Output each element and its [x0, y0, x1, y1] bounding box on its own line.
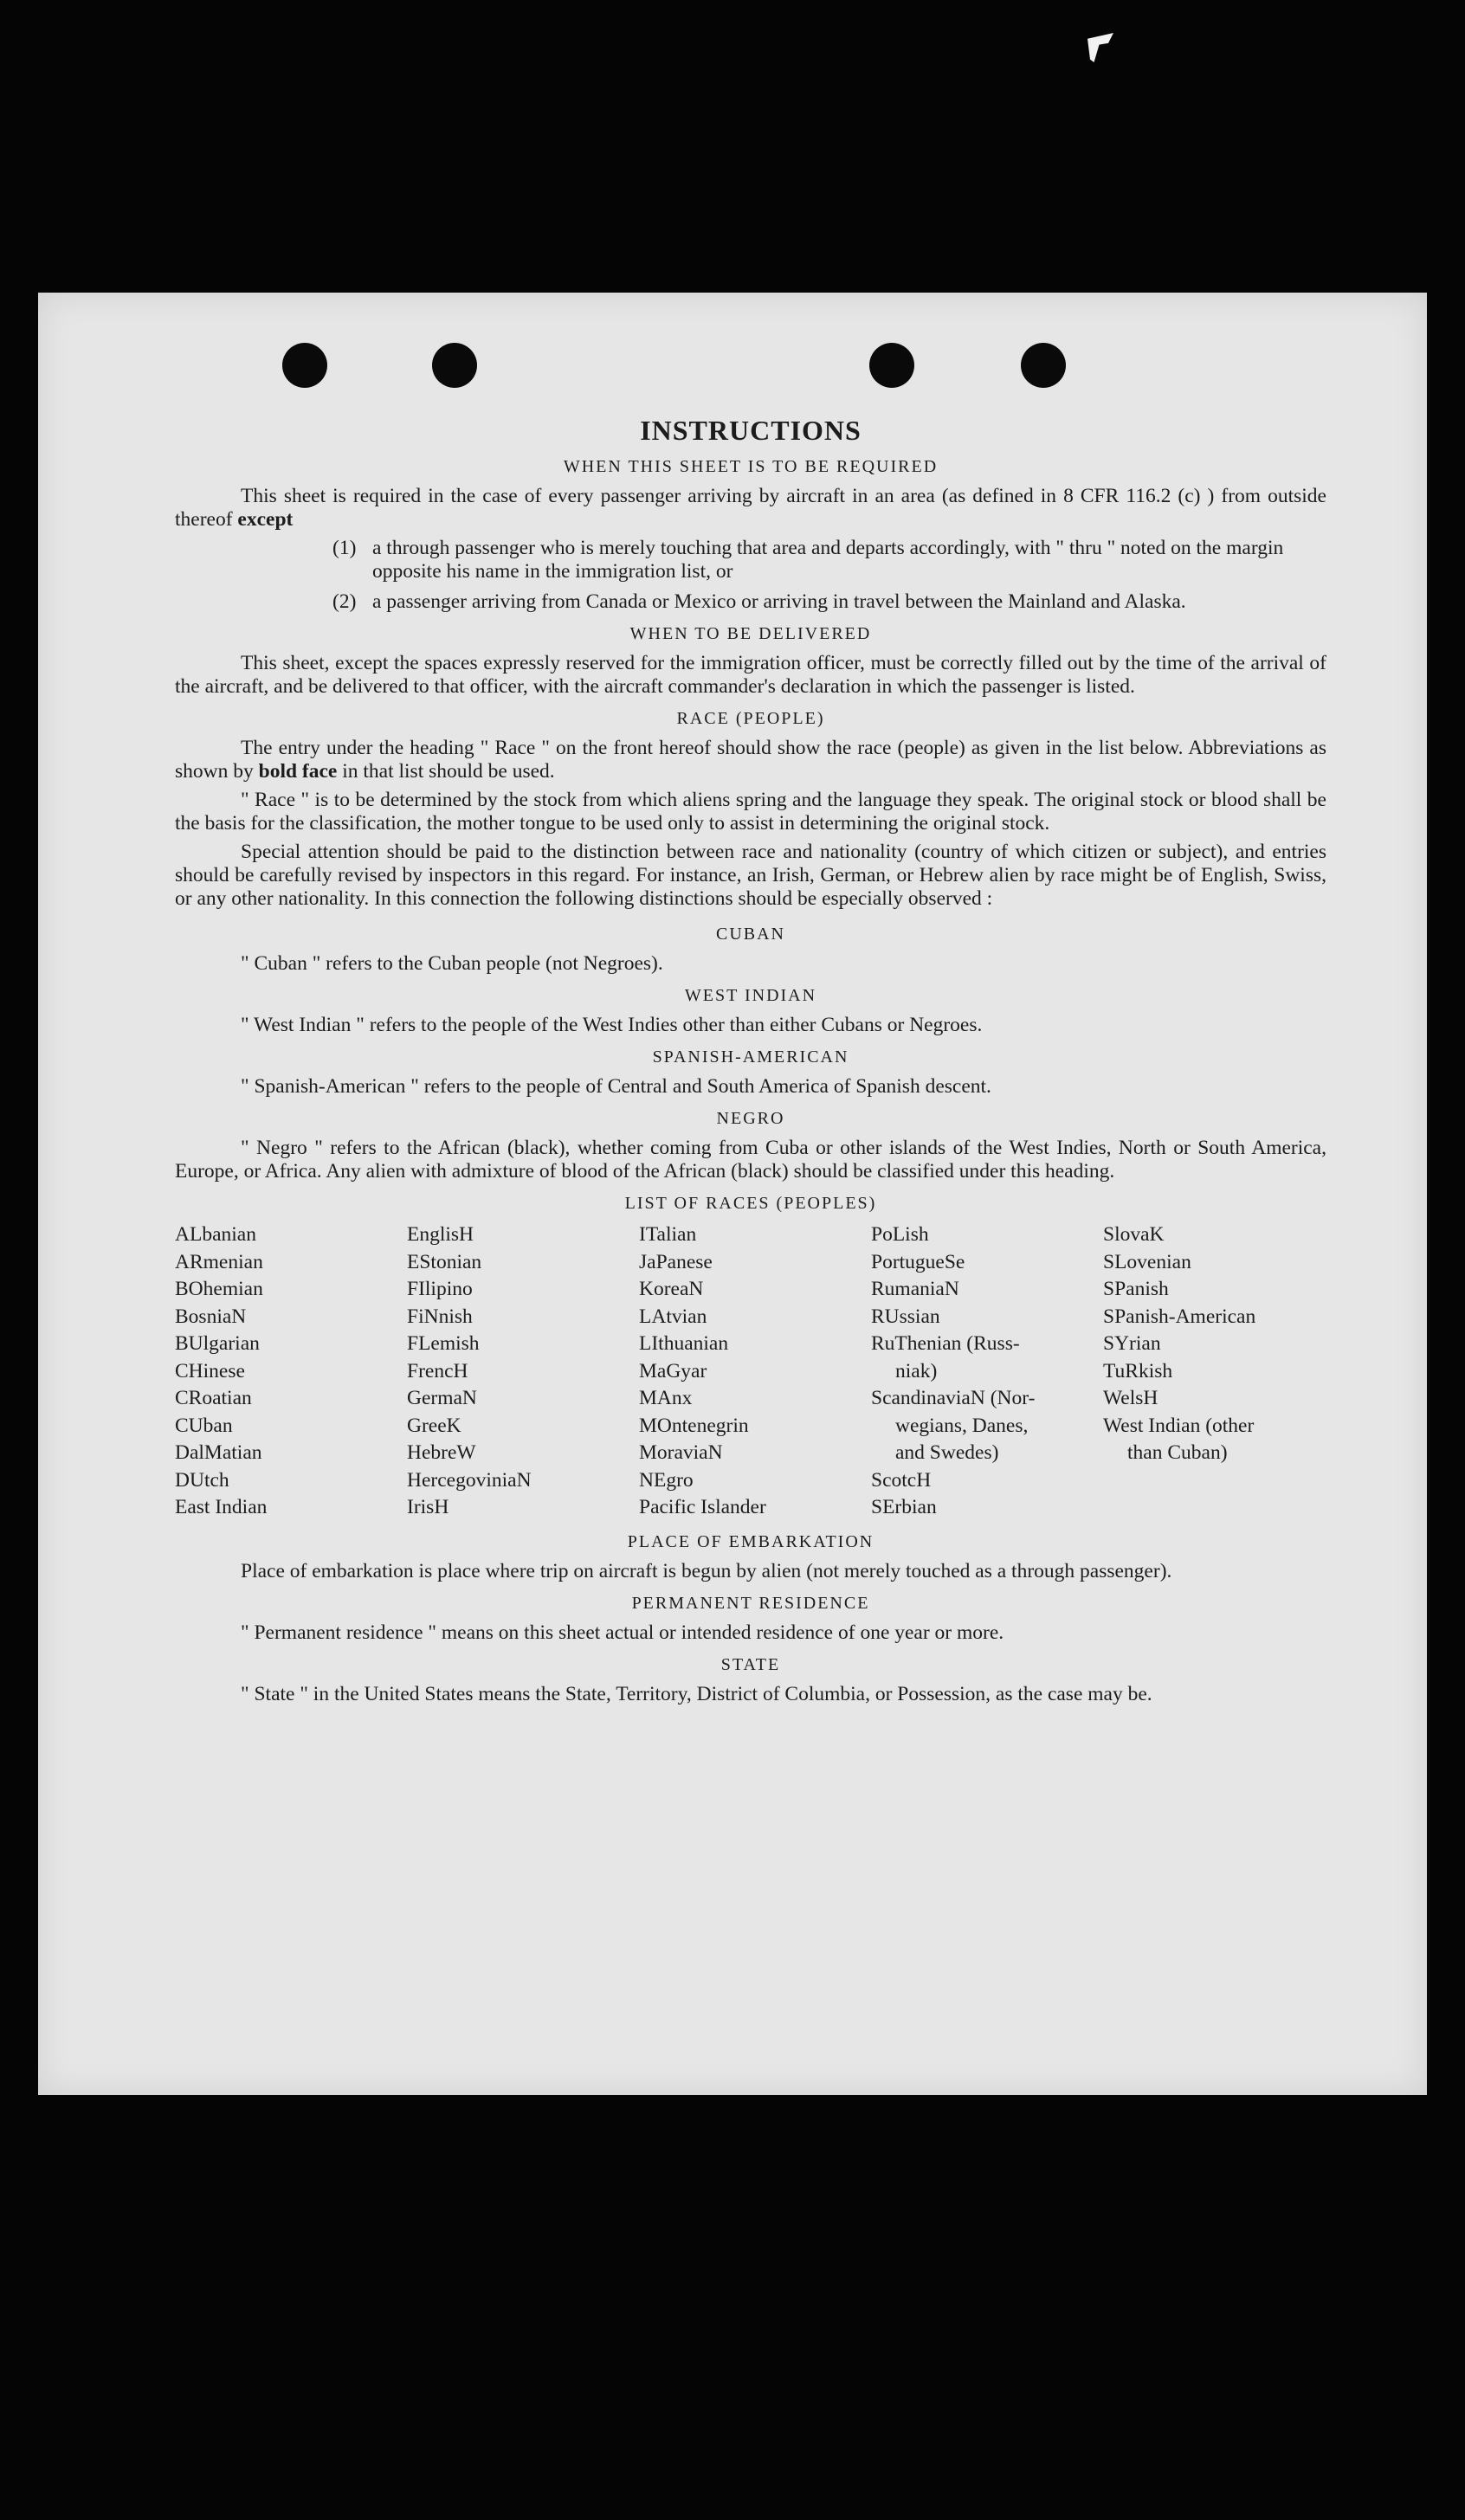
race-entry: LAtvian — [639, 1305, 707, 1328]
race-entry: JaPanese — [639, 1250, 713, 1273]
race-entry: ScandinaviaN (Nor- — [871, 1387, 1036, 1409]
race-entry: wegians, Danes, — [895, 1414, 1029, 1437]
section-heading-race: RACE (PEOPLE) — [676, 709, 825, 728]
paragraph-when-required — [175, 485, 1326, 532]
race-entry: FiNnish — [407, 1305, 473, 1328]
paragraph-state: " State " in the United States means the State, Territory, District of Columbia, or Possession, as the case may be. — [241, 1682, 1152, 1705]
race-entry: and Swedes) — [895, 1441, 999, 1464]
races-column — [175, 1221, 407, 1522]
race-entry: Pacific Islander — [639, 1496, 766, 1518]
race-entry: IrisH — [407, 1496, 449, 1518]
race-text: in that list should be used. — [342, 760, 555, 783]
paragraph-spanish-american: " Spanish-American " refers to the people of Central and South America of Spanish descent. — [241, 1075, 991, 1098]
race-entry: MaGyar — [639, 1359, 707, 1382]
race-entry: WelsH — [1103, 1387, 1158, 1409]
race-entry: HebreW — [407, 1441, 476, 1464]
race-entry: GreeK — [407, 1414, 461, 1437]
list-item — [175, 537, 1326, 583]
race-entry: DUtch — [175, 1468, 229, 1492]
section-heading-residence: PERMANENT RESIDENCE — [631, 1593, 870, 1613]
race-entry: RUssian — [871, 1305, 940, 1328]
race-entry: PortugueSe — [871, 1250, 965, 1273]
section-heading-list-of-races: LIST OF RACES (PEOPLES) — [624, 1194, 877, 1213]
corner-mark — [1087, 33, 1113, 62]
paragraph-west-indian: " West Indian " refers to the people of the West Indies other than either Cubans or Negroes. — [241, 1014, 983, 1036]
race-text: The entry under the heading " Race " on the front hereof should show the race (people) as given in the list below. Abbreviations as shown by — [175, 737, 1326, 783]
paragraph-embarkation: Place of embarkation is place where trip on aircraft is begun by alien (not merely touched as a through passenger). — [241, 1559, 1172, 1582]
race-entry: MoraviaN — [639, 1441, 723, 1464]
race-entry: MAnx — [639, 1387, 693, 1409]
race-entry: PoLish — [871, 1223, 929, 1246]
section-heading-spanish-american: SPANISH-AMERICAN — [652, 1047, 849, 1067]
intro-bold-text: except — [237, 508, 294, 531]
paragraph-race-2: " Race " is to be determined by the stock from which aliens spring and the language they speak. The original stock or blood shall be the basis for the classification, the mother tongue to be used only to assist in determining the original stock. — [175, 789, 1326, 835]
race-entry: East Indian — [175, 1496, 268, 1518]
section-heading-cuban: CUBAN — [715, 925, 785, 944]
races-column — [407, 1221, 639, 1522]
document-title: INSTRUCTIONS — [640, 415, 862, 446]
intro-text: This sheet is required in the case of every passenger arriving by aircraft in an area (as defined in 8 CFR 116.2 (c) ) from outside thereof — [175, 485, 1326, 531]
race-entry: SYrian — [1103, 1332, 1161, 1355]
section-heading-embarkation: PLACE OF EMBARKATION — [627, 1531, 874, 1551]
race-entry: ITalian — [639, 1223, 697, 1246]
race-entry: BOhemian — [175, 1278, 263, 1300]
race-entry: MOntenegrin — [639, 1414, 749, 1437]
section-heading-negro: NEGRO — [716, 1109, 785, 1128]
item-text: a passenger arriving from Canada or Mexico or arriving in travel between the Mainland and Alaska. — [372, 590, 1186, 613]
item-number: (2) — [332, 590, 357, 613]
race-entry: RumaniaN — [871, 1278, 959, 1300]
race-entry: DalMatian — [175, 1441, 262, 1464]
races-column — [1103, 1221, 1326, 1522]
race-entry: FLemish — [407, 1332, 480, 1355]
race-entry: ARmenian — [175, 1250, 263, 1273]
paragraph-race-3: Special attention should be paid to the distinction between race and nationality (country of which citizen or subject), and entries should be carefully revised by inspectors in this regard. For instance, an Irish, German, or Hebrew alien by race might be of English, Swiss, or any other nationality. In this connection the following distinctions should be especially observed : — [175, 841, 1326, 910]
race-entry: niak) — [895, 1359, 938, 1382]
race-entry: HercegoviniaN — [407, 1468, 532, 1492]
race-entry: SPanish — [1103, 1278, 1169, 1300]
paragraph-residence: " Permanent residence " means on this sheet actual or intended residence of one year or more. — [241, 1621, 1004, 1644]
race-entry: CUban — [175, 1414, 233, 1437]
race-entry: FrencH — [407, 1359, 468, 1382]
item-number: (1) — [332, 537, 357, 559]
race-entry: EnglisH — [407, 1223, 474, 1246]
punch-hole — [432, 343, 477, 388]
race-entry: EStonian — [407, 1250, 482, 1273]
race-entry: SPanish-American — [1103, 1305, 1256, 1328]
race-entry: NEgro — [639, 1468, 694, 1492]
race-entry: RuThenian (Russ- — [871, 1332, 1020, 1355]
race-entry: SlovaK — [1103, 1223, 1165, 1246]
punch-hole — [869, 343, 914, 388]
race-entry: SErbian — [871, 1496, 937, 1518]
race-entry: ALbanian — [175, 1223, 256, 1246]
race-entry: LIthuanian — [639, 1332, 729, 1355]
section-heading-state: STATE — [720, 1654, 781, 1674]
race-entry: GermaN — [407, 1387, 477, 1409]
race-entry: ScotcH — [871, 1468, 932, 1492]
paragraph-race-1 — [175, 737, 1326, 783]
race-entry: than Cuban) — [1127, 1441, 1228, 1464]
races-column — [871, 1221, 1103, 1522]
race-entry: BosniaN — [175, 1305, 247, 1328]
race-entry: KoreaN — [639, 1278, 704, 1300]
punch-hole — [1021, 343, 1066, 388]
paragraph-cuban: " Cuban " refers to the Cuban people (not Negroes). — [241, 952, 663, 975]
race-entry: West Indian (other — [1103, 1414, 1255, 1437]
item-text: a through passenger who is merely touching that area and departs accordingly, with " thru " noted on the margin opposite his name in the immigration list, or — [372, 537, 1284, 583]
paragraph-when-delivered: This sheet, except the spaces expressly reserved for the immigration officer, must be correctly filled out by the time of the arrival of the aircraft, and be delivered to that officer, with the aircraft commander's declaration in which the passenger is listed. — [175, 652, 1326, 698]
punch-hole — [282, 343, 327, 388]
section-heading-west-indian: WEST INDIAN — [684, 986, 817, 1005]
list-item — [175, 590, 1326, 614]
race-entry: SLovenian — [1103, 1250, 1191, 1273]
race-entry: FIlipino — [407, 1278, 473, 1300]
document-body — [175, 414, 1326, 1711]
race-entry: TuRkish — [1103, 1359, 1173, 1382]
races-list — [175, 1221, 1326, 1522]
race-entry: CHinese — [175, 1359, 245, 1382]
race-bold-text: bold face — [258, 760, 338, 783]
instruction-sheet — [38, 293, 1427, 2095]
paragraph-negro: " Negro " refers to the African (black), whether coming from Cuba or other islands of the West Indies, North or South America, Europe, or Africa. Any alien with admixture of blood of the African (black) should be classified under this heading. — [175, 1137, 1326, 1183]
races-column — [639, 1221, 871, 1522]
section-heading-when-required: WHEN THIS SHEET IS TO BE REQUIRED — [563, 457, 939, 476]
section-heading-when-delivered: WHEN TO BE DELIVERED — [629, 624, 872, 643]
race-entry: CRoatian — [175, 1387, 252, 1409]
race-entry: BUlgarian — [175, 1332, 260, 1355]
